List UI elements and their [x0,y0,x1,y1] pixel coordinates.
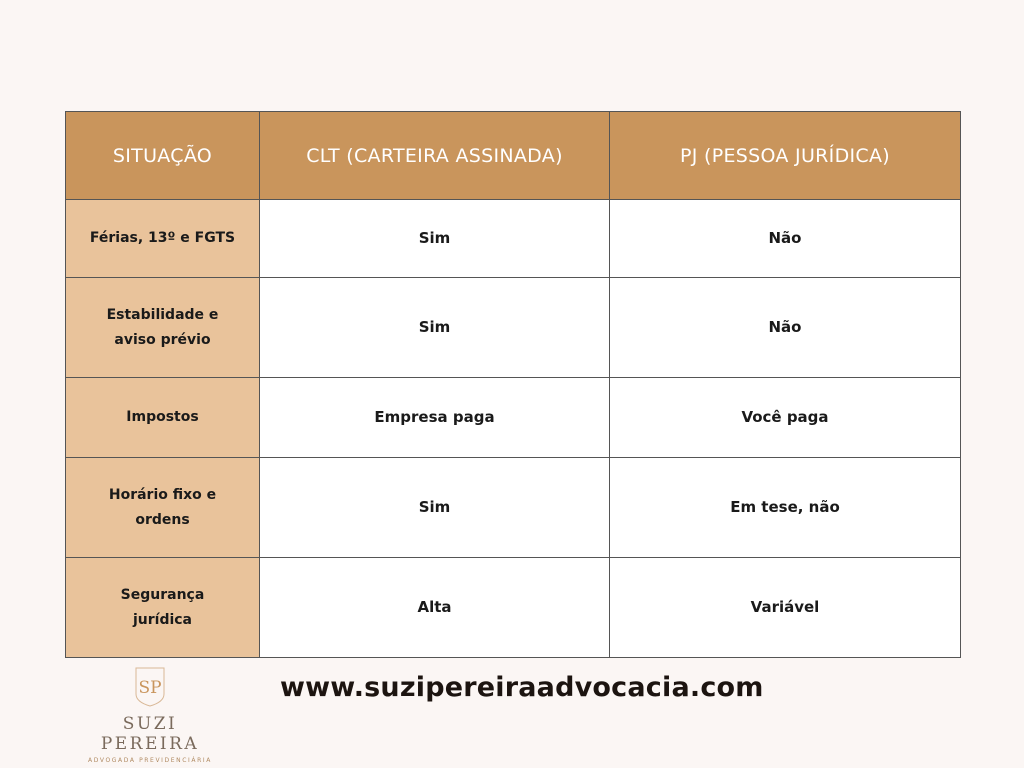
clt-cell: Alta [260,558,610,658]
header-pj: PJ (PESSOA JURÍDICA) [610,112,961,200]
table-row [66,278,961,378]
clt-cell: Sim [260,278,610,378]
pj-cell: Você paga [610,378,961,458]
logo-subtitle: ADVOGADA PREVIDENCIÁRIA [88,757,212,764]
table-row [66,378,961,458]
pj-cell: Não [610,278,961,378]
logo [70,664,230,764]
clt-cell: Sim [260,458,610,558]
pj-cell: Não [610,200,961,278]
pj-cell: Variável [610,558,961,658]
situacao-cell: Férias, 13º e FGTS [66,200,260,278]
table-row [66,458,961,558]
comparison-table [65,111,961,658]
table-header-row [66,112,961,200]
header-clt: CLT (CARTEIRA ASSINADA) [260,112,610,200]
pj-cell: Em tese, não [610,458,961,558]
situacao-cell: Impostos [66,378,260,458]
website-url: www.suzipereiraadvocacia.com [280,672,764,703]
clt-cell: Empresa paga [260,378,610,458]
situacao-cell: Estabilidade e aviso prévio [66,278,260,378]
logo-name: SUZI PEREIRA [100,714,200,754]
monogram-text: SP [138,678,162,698]
clt-cell: Sim [260,200,610,278]
header-situacao: SITUAÇÃO [66,112,260,200]
table-row [66,200,961,278]
table-row [66,558,961,658]
situacao-cell: Segurança jurídica [66,558,260,658]
situacao-cell: Horário fixo e ordens [66,458,260,558]
monogram-badge-icon [132,664,168,708]
